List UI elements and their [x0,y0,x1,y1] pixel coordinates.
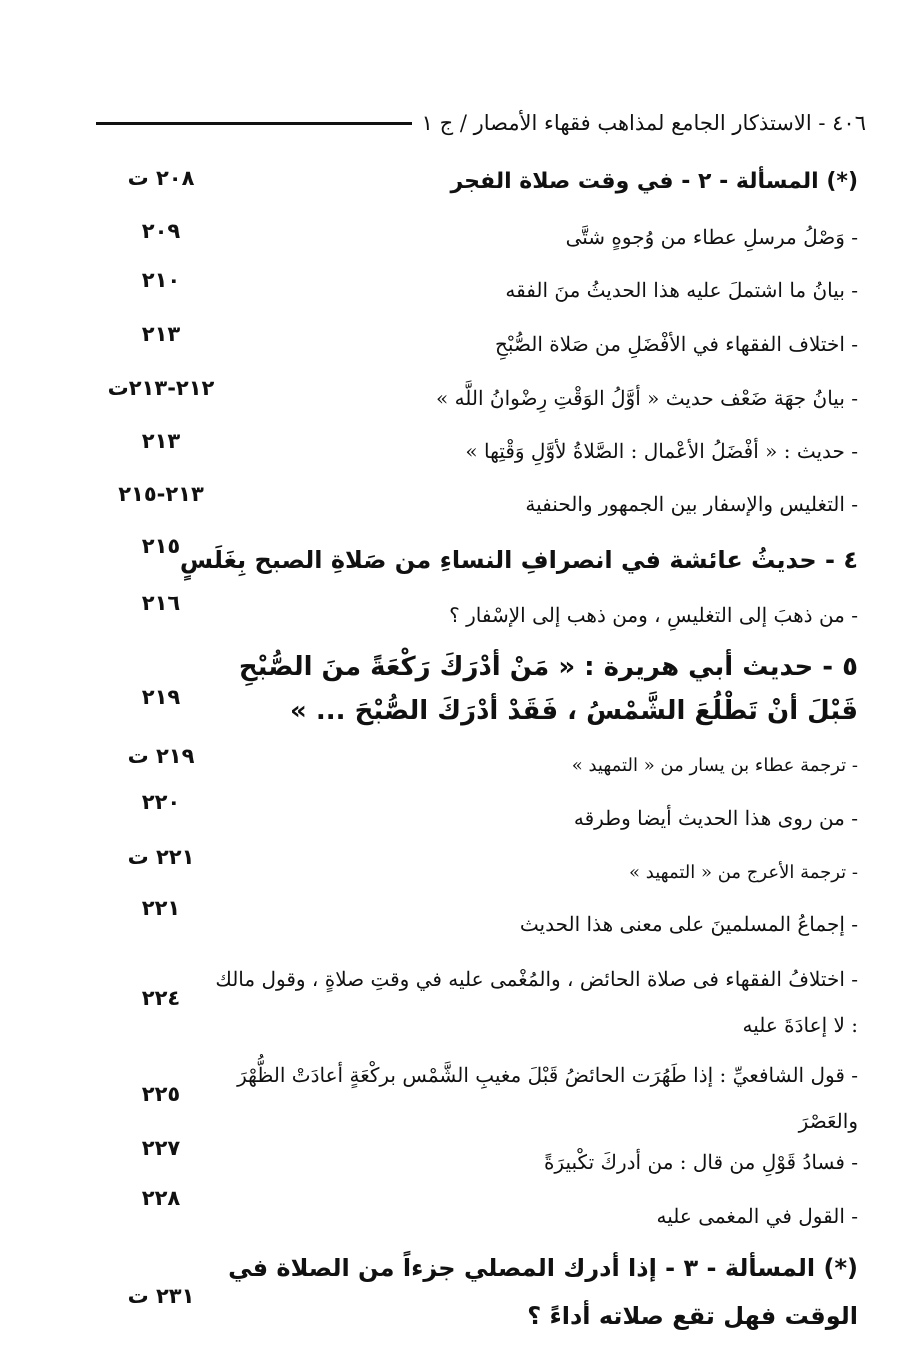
toc-page-number: ٢٢١ ت [127,845,195,869]
toc-page-number: ٢٢٧ [141,1136,181,1160]
toc-page-number: ٢٢٠ [141,790,181,814]
toc-entry-text: - التغليس والإسفار بين الجمهور والحنفية [525,492,858,516]
toc-entry-text: - ترجمة عطاء بن يسار من « التمهيد » [571,755,858,776]
toc-entry-text: - حديث : « أفْضَلُ الأعْمال : الصَّلاةُ لأوَّلِ وَقْتِها » [465,439,858,463]
toc-entry-text: - اختلافُ الفقهاء فى صلاة الحائض ، والمُغْمى عليه في وقتِ صلاةٍ ، وقول مالك : لا إعادَةَ عليه [215,967,858,1037]
toc-entry-text: - اختلاف الفقهاء في الأفْضَلِ من صَلاة الصُّبْحِ [495,332,858,356]
toc-page-number: ٢٢٨ [141,1186,181,1210]
toc-page-number: ٢٠٩ [141,219,181,243]
toc-page-number: ٢٢٤ [141,986,181,1010]
toc-page-number: ٢١٣-٢١٥ [118,482,204,506]
toc-entry-text: - القول في المغمى عليه [656,1204,858,1228]
toc-entry-text: ٥ - حديث أبي هريرة : « مَنْ أدْرَكَ رَكْعَةً منَ الصُّبْحِ قَبْلَ أنْ تَطْلُعَ الشَّمْسُ ، فَقَدْ أدْرَكَ الصُّبْحَ ... » [238,652,858,726]
toc-page-number: ٢١٥ [141,534,181,558]
toc-page-number: ٢١٢-٢١٣ت [107,376,215,400]
running-header [96,106,866,140]
toc-page-number: ٢١٠ [141,268,181,292]
toc-entry-text: (*) المسألة - ٢ - في وقت صلاة الفجر [450,169,858,194]
toc-entry-text: - ترجمة الأعرج من « التمهيد » [629,862,858,883]
toc-page-number: ٢١٣ [141,429,181,453]
toc-entry-text: ٤ - حديثُ عائشة في انصرافِ النساءِ من صَلاةِ الصبح بِغَلَسٍ [179,546,858,574]
toc-entry-text: (*) المسألة - ٣ - إذا أدرك المصلي جزءاً من الصلاة في الوقت فهل تقع صلاته أداءً ؟ [228,1254,858,1330]
toc-entry-text: - إجماعُ المسلمينَ على معنى هذا الحديث [519,912,858,936]
toc-page-number: ٢٠٨ ت [127,166,195,190]
header-title: ٤٠٦ - الاستذكار الجامع لمذاهب فقهاء الأمصار / ج ١ [421,111,866,135]
toc-entry-text: - من ذهبَ إلى التغليسِ ، ومن ذهب إلى الإسْفار ؟ [449,603,858,627]
toc-entry-text: - بيانُ جهَة ضَعْف حديث « أوَّلُ الوَقْتِ رِضْوانُ اللَّه » [435,386,858,410]
toc-page-number: ٢١٩ [141,685,181,709]
toc-entry-text: - قول الشافعيِّ : إذا طَهُرَت الحائضُ قَبْلَ مغيبِ الشَّمْس بركْعَةٍ أعادَتْ الظُّهْرَ والعَصْرَ [237,1063,858,1133]
toc-page-number: ٢١٣ [141,322,181,346]
toc-page-number: ٢١٦ [141,591,181,615]
toc-entry-text: - فسادُ قَوْلِ من قال : من أدركَ تكْبيرَةً [543,1150,858,1174]
toc-page-number: ٢٢١ [141,896,181,920]
toc-page-number: ٢٣١ ت [127,1284,195,1308]
toc-entry-text: - من روى هذا الحديث أيضا وطرقه [573,806,858,830]
toc-entry-text: - بيانُ ما اشتملَ عليه هذا الحديثُ منَ الفقه [505,278,858,302]
header-rule [96,122,412,125]
toc-entry-text: - وَصْلُ مرسلِ عطاء من وُجوهٍ شتَّى [565,225,858,249]
toc-page-number: ٢١٩ ت [127,744,195,768]
toc-page-number: ٢٢٥ [141,1082,181,1106]
